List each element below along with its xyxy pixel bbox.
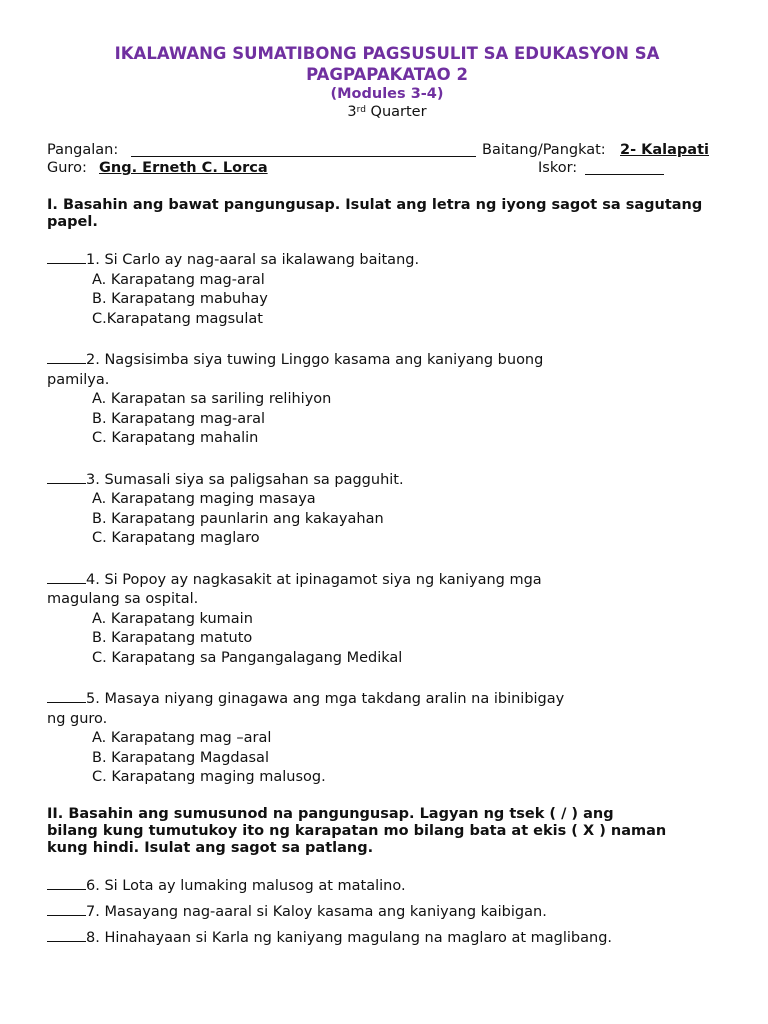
worksheet-page	[47, 43, 727, 951]
answer-blank[interactable]	[47, 927, 86, 942]
answer-blank[interactable]	[47, 875, 86, 890]
exam-title: IKALAWANG SUMATIBONG PAGSUSULIT SA EDUKASYON SA PAGPAPAKATAO 2	[114, 44, 660, 84]
quarter-suffix: rd	[356, 105, 366, 115]
answer-option: C. Karapatang mahalin	[92, 430, 259, 447]
question-stem	[47, 349, 727, 371]
question-block	[47, 569, 727, 669]
section2-heading-line: II. Basahin ang sumusunod na pangungusap. Lagyan ng tsek ( / ) ang	[47, 806, 614, 823]
grade-label: Baitang/Pangkat:	[482, 142, 606, 158]
teacher-label: Guro:	[47, 160, 87, 176]
quarter-word: Quarter	[365, 104, 427, 120]
question-block	[47, 469, 727, 549]
answer-blank[interactable]	[47, 249, 86, 264]
question-stem	[47, 249, 727, 271]
name-label: Pangalan:	[47, 142, 119, 158]
question-stem	[47, 569, 727, 591]
check-item-text: 6. Si Lota ay lumaking malusog at matalino.	[86, 878, 406, 895]
answer-option: B. Karapatang mag-aral	[92, 410, 266, 427]
question-block	[47, 349, 727, 449]
modules-subtitle: (Modules 3-4)	[330, 86, 444, 102]
answer-blank[interactable]	[47, 569, 86, 584]
name-blank[interactable]	[131, 143, 476, 157]
question-block	[47, 688, 727, 788]
question-stem	[47, 469, 727, 491]
check-item	[47, 925, 727, 951]
section2-heading-line: kung hindi. Isulat ang sagot sa patlang.	[47, 840, 374, 857]
check-items-list	[47, 873, 727, 951]
answer-option: A. Karapatang mag –aral	[92, 730, 272, 747]
quarter-number: 3	[347, 104, 357, 120]
answer-blank[interactable]	[47, 688, 86, 703]
answer-option: C. Karapatang maglaro	[92, 530, 260, 547]
check-item-text: 7. Masayang nag-aaral si Kaloy kasama ang kaniyang kaibigan.	[86, 904, 547, 921]
answer-option: A. Karapatan sa sariling relihiyon	[92, 391, 332, 408]
question-text: 4. Si Popoy ay nagkasakit at ipinagamot siya ng kaniyang mga	[86, 571, 542, 588]
score-blank[interactable]	[585, 161, 664, 175]
teacher-value: Gng. Erneth C. Lorca	[99, 160, 268, 176]
section2-heading	[47, 806, 727, 857]
answer-option: B. Karapatang mabuhay	[92, 291, 268, 308]
name-row	[47, 141, 727, 159]
question-text-continued: pamilya.	[47, 371, 110, 388]
answer-option: C. Karapatang maging malusog.	[92, 769, 326, 786]
section1-heading: I. Basahin ang bawat pangungusap. Isulat ang letra ng iyong sagot sa sagutang papel.	[47, 197, 703, 230]
answer-option: A. Karapatang kumain	[92, 610, 253, 627]
answer-blank[interactable]	[47, 901, 86, 916]
answer-option: A. Karapatang maging masaya	[92, 491, 316, 508]
answer-option: C. Karapatang sa Pangangalagang Medikal	[92, 649, 403, 666]
check-item-text: 8. Hinahayaan si Karla ng kaniyang magulang na maglaro at maglibang.	[86, 930, 613, 947]
question-text-continued: ng guro.	[47, 710, 108, 727]
question-stem	[47, 688, 727, 710]
question-text-continued: magulang sa ospital.	[47, 591, 199, 608]
quarter-label	[47, 103, 727, 121]
teacher-row	[47, 159, 727, 177]
question-text: 1. Si Carlo ay nag-aaral sa ikalawang baitang.	[86, 252, 420, 268]
answer-option: C.Karapatang magsulat	[92, 310, 263, 327]
question-text: 2. Nagsisimba siya tuwing Linggo kasama ang kaniyang buong	[86, 351, 544, 368]
answer-option: B. Karapatang paunlarin ang kakayahan	[92, 510, 384, 527]
answer-blank[interactable]	[47, 469, 86, 484]
answer-option: A. Karapatang mag-aral	[92, 271, 265, 288]
answer-option: B. Karapatang Magdasal	[92, 749, 269, 766]
question-list	[47, 249, 727, 788]
grade-value: 2- Kalapati	[620, 142, 709, 158]
section2-heading-line: bilang kung tumutukoy ito ng karapatan mo bilang bata at ekis ( X ) naman	[47, 823, 667, 840]
question-text: 5. Masaya niyang ginagawa ang mga takdang aralin na ibinibigay	[86, 691, 565, 708]
answer-blank[interactable]	[47, 349, 86, 364]
check-item	[47, 873, 727, 899]
answer-option: B. Karapatang matuto	[92, 630, 253, 647]
question-text: 3. Sumasali siya sa paligsahan sa pagguhit.	[86, 471, 404, 488]
score-label: Iskor:	[538, 160, 578, 176]
question-block	[47, 249, 727, 329]
check-item	[47, 899, 727, 925]
